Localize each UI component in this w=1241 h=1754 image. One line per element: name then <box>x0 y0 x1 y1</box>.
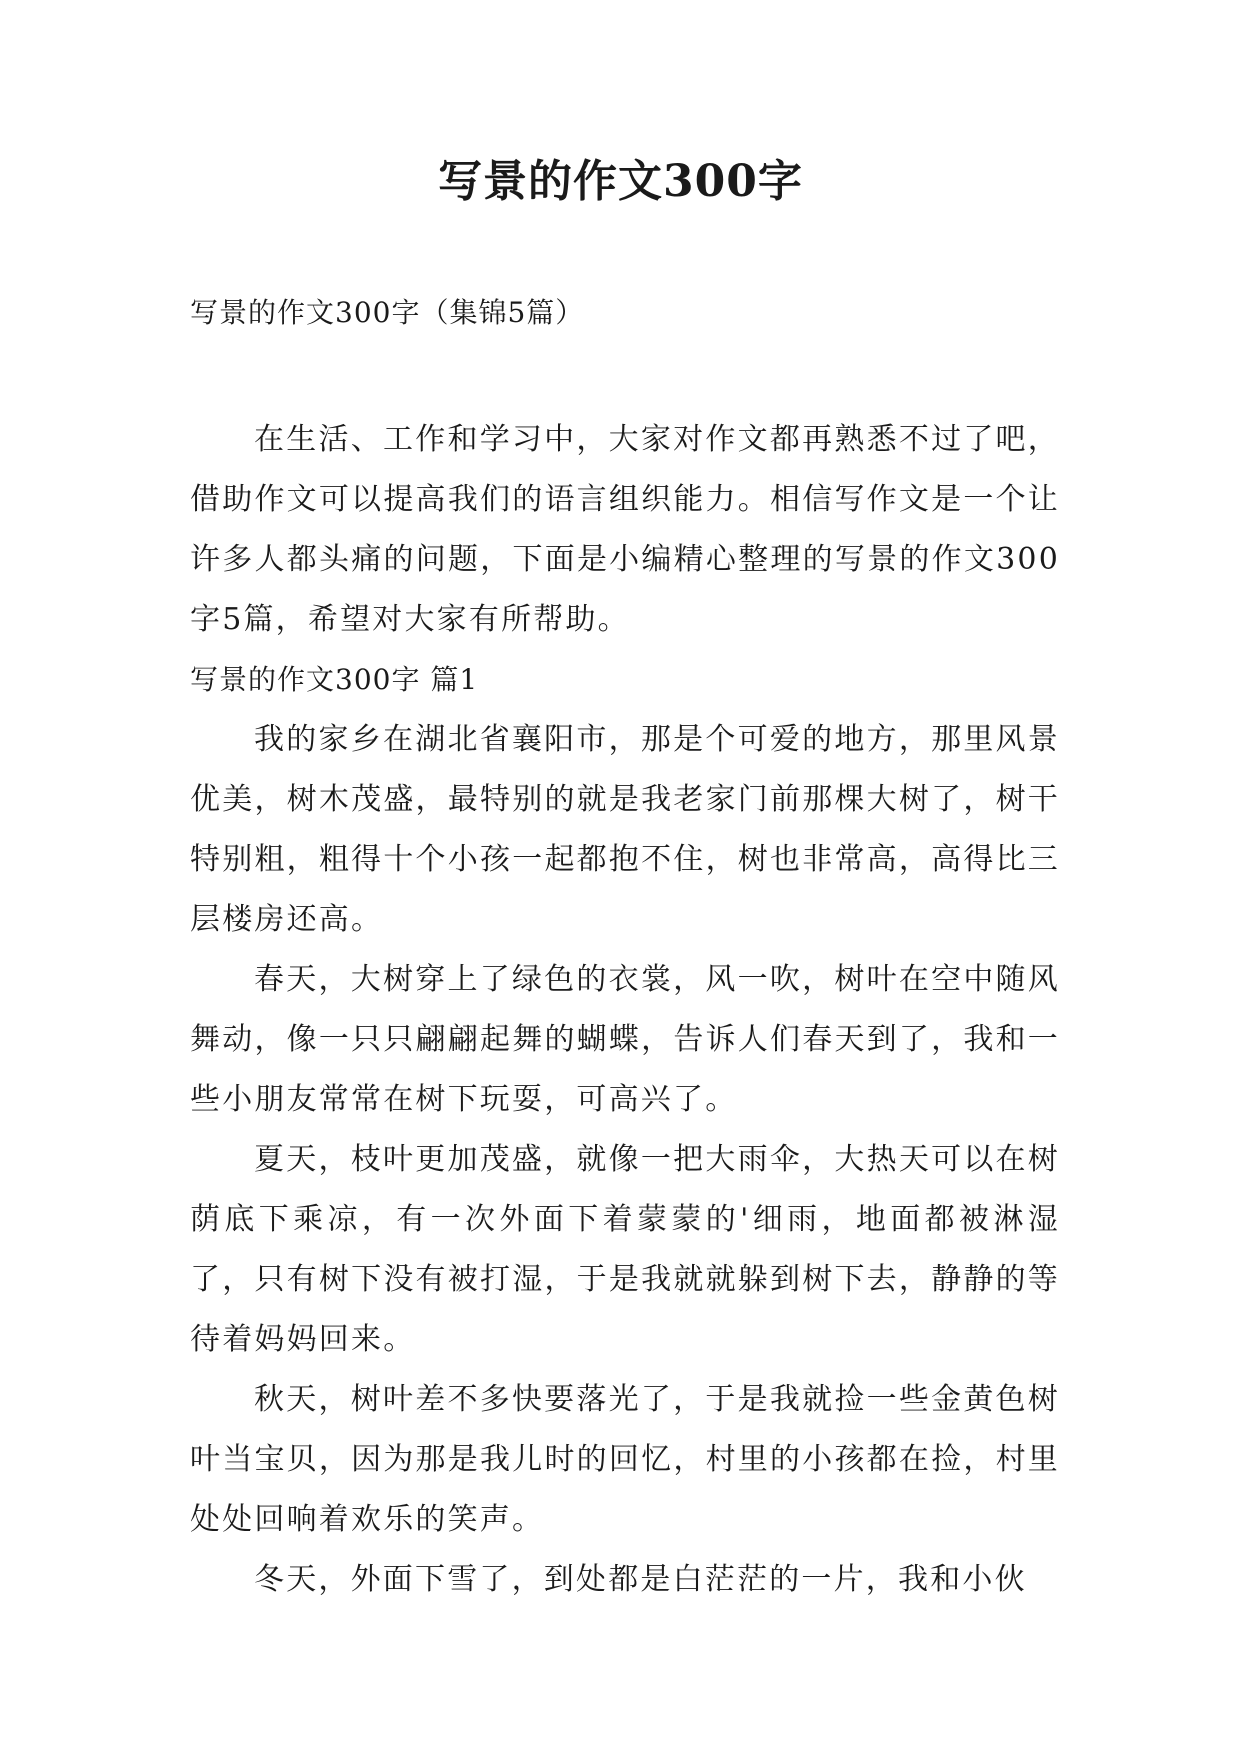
body-paragraph: 我的家乡在湖北省襄阳市，那是个可爱的地方，那里风景优美，树木茂盛，最特别的就是我老家门前那棵大树了，树干特别粗，粗得十个小孩一起都抱不住，树也非常高，高得比三层楼房还高。 <box>190 722 1060 937</box>
intro-paragraph: 在生活、工作和学习中，大家对作文都再熟悉不过了吧，借助作文可以提高我们的语言组织能力。相信写作文是一个让许多人都头痛的问题，下面是小编精心整理的写景的作文300字5篇，希望对大家有所帮助。 <box>190 422 1060 637</box>
section-heading: 写景的作文300字 篇1 <box>190 663 479 696</box>
body-paragraph: 冬天，外面下雪了，到处都是白茫茫的一片，我和小伙 <box>254 1562 1027 1597</box>
document-title: 写景的作文300字 <box>438 156 803 207</box>
document-body <box>190 410 1060 1610</box>
body-paragraph: 春天，大树穿上了绿色的衣裳，风一吹，树叶在空中随风舞动，像一只只翩翩起舞的蝴蝶，告诉人们春天到了，我和一些小朋友常常在树下玩耍，可高兴了。 <box>190 962 1060 1117</box>
body-paragraph: 夏天，枝叶更加茂盛，就像一把大雨伞，大热天可以在树荫底下乘凉，有一次外面下着蒙蒙的'细雨，地面都被淋湿了，只有树下没有被打湿，于是我就就躲到树下去，静静的等待着妈妈回来。 <box>190 1142 1060 1357</box>
document-subtitle: 写景的作文300字（集锦5篇） <box>190 296 585 329</box>
body-paragraph: 秋天，树叶差不多快要落光了，于是我就捡一些金黄色树叶当宝贝，因为那是我儿时的回忆，村里的小孩都在捡，村里处处回响着欢乐的笑声。 <box>190 1382 1060 1537</box>
